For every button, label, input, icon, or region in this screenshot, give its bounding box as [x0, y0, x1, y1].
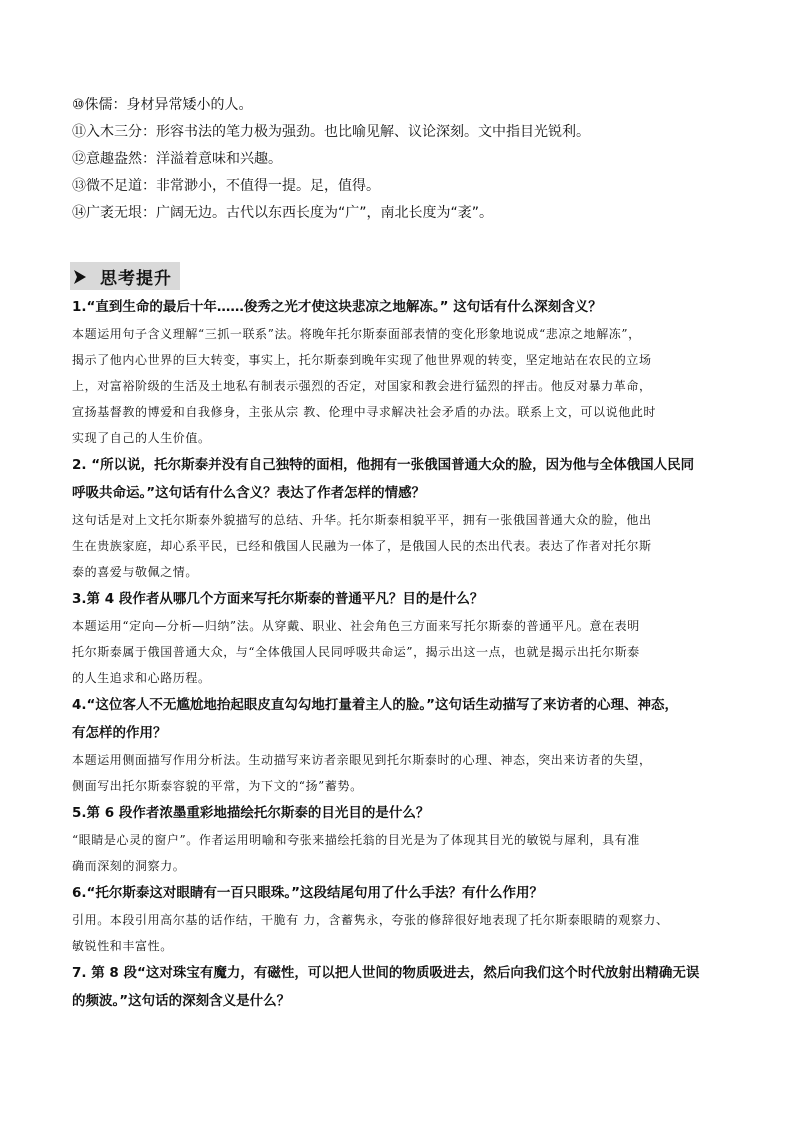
question-text: 的频波。”这句话的深刻含义是什么？ — [72, 993, 291, 1009]
answer-text: 引用。本段引用高尔基的话作结，干脆有 力，含蓄隽永，夸张的修辞很好地表现了托尔斯泰眼睛的观察力、 — [72, 913, 669, 927]
answer-text: 敏锐性和丰富性。 — [72, 939, 173, 953]
note-item: ⑩侏儒：身材异常矮小的人。 — [72, 97, 253, 113]
answer-text: “眼睛是心灵的窗户”。作者运用明喻和夸张来描绘托翁的目光是为了体现其目光的敏锐与犀利，具有准 — [72, 833, 640, 847]
section-heading — [70, 262, 180, 290]
question-block — [72, 451, 732, 585]
answer-text: 本题运用句子含义理解“三抓一联系”法。将晚年托尔斯泰面部表情的变化形象地说成“悲凉之地解冻”， — [72, 327, 641, 341]
question-text: 5.第 6 段作者浓墨重彩地描绘托尔斯泰的目光目的是什么？ — [72, 805, 430, 821]
answer-text: 的人生追求和心路历程。 — [72, 671, 211, 685]
answer-text: 确而深刻的洞察力。 — [72, 859, 186, 873]
note-item: ⑪入木三分：形容书法的笔力极为强劲。也比喻见解、议论深刻。文中指目光锐利。 — [72, 124, 590, 140]
note-item: ⑬微不足道：非常渺小，不值得一提。足，值得。 — [72, 178, 380, 194]
answer-text: 生在贵族家庭，却心系平民，已经和俄国人民融为一体了，是俄国人民的杰出代表。表达了作者对托尔斯 — [72, 539, 652, 553]
question-block — [72, 799, 732, 879]
question-text: 4.“这位客人不无尴尬地抬起眼皮直勾勾地打量着主人的脸。”这句话生动描写了来访者的心理、神态， — [72, 697, 679, 713]
answer-text: 本题运用侧面描写作用分析法。生动描写来访者亲眼见到托尔斯泰时的心理、神态，突出来访者的失望， — [72, 753, 652, 767]
question-text: 6.“托尔斯泰这对眼睛有一百只眼珠。”这段结尾句用了什么手法？有什么作用？ — [72, 885, 544, 901]
question-block — [72, 585, 732, 691]
answer-text: 宣扬基督教的博爱和自我修身，主张从宗 教、伦理中寻求解决社会矛盾的办法。联系上文，可以说他此时 — [72, 405, 657, 419]
answer-text: 托尔斯泰属于俄国普通大众，与“全体俄国人民同呼吸共命运”，揭示出这一点，也就是揭示出托尔斯泰 — [72, 645, 640, 659]
question-block — [72, 959, 732, 1015]
question-text: 呼吸共命运。”这句话有什么含义？表达了作者怎样的情感？ — [72, 485, 426, 501]
answer-text: 上，对富裕阶级的生活及土地私有制表示强烈的否定，对国家和教会进行猛烈的抨击。他反对暴力革命， — [72, 379, 652, 393]
answer-text: 泰的喜爱与敬佩之情。 — [72, 565, 199, 579]
question-text: 2. “所以说，托尔斯泰并没有自己独特的面相，他拥有一张俄国普通大众的脸，因为他与全体俄国人民同 — [72, 457, 695, 473]
answer-text: 本题运用“定向—分析—归纳”法。从穿戴、职业、社会角色三方面来写托尔斯泰的普通平凡。意在表明 — [72, 619, 640, 633]
question-block — [72, 879, 732, 959]
question-text: 1.“直到生命的最后十年……俊秀之光才使这块悲凉之地解冻。” 这句话有什么深刻含义？ — [72, 299, 602, 315]
question-text: 有怎样的作用？ — [72, 725, 167, 741]
arrow-right-icon — [74, 269, 86, 283]
answer-text: 实现了自己的人生价值。 — [72, 431, 211, 445]
answer-text: 揭示了他内心世界的巨大转变，事实上，托尔斯泰到晚年实现了他世界观的转变，坚定地站在农民的立场 — [72, 353, 652, 367]
section-title: 思考提升 — [100, 268, 172, 289]
answer-text: 侧面写出托尔斯泰容貌的平常，为下文的“扬”蓄势。 — [72, 779, 363, 793]
vocabulary-notes — [72, 92, 732, 227]
question-block — [72, 293, 732, 451]
question-text: 7. 第 8 段“这对珠宝有魔力，有磁性，可以把人世间的物质吸进去，然后向我们这个时代放射出精确无误 — [72, 965, 700, 981]
note-item: ⑭广袤无垠：广阔无边。古代以东西长度为“广”，南北长度为“袤”。 — [72, 205, 494, 221]
note-item: ⑫意趣盎然：洋溢着意味和兴趣。 — [72, 151, 282, 167]
question-list — [72, 293, 732, 1015]
question-block — [72, 691, 732, 799]
question-text: 3.第 4 段作者从哪几个方面来写托尔斯泰的普通平凡？目的是什么？ — [72, 591, 484, 607]
answer-text: 这句话是对上文托尔斯泰外貌描写的总结、升华。托尔斯泰相貌平平，拥有一张俄国普通大众的脸，他出 — [72, 513, 652, 527]
